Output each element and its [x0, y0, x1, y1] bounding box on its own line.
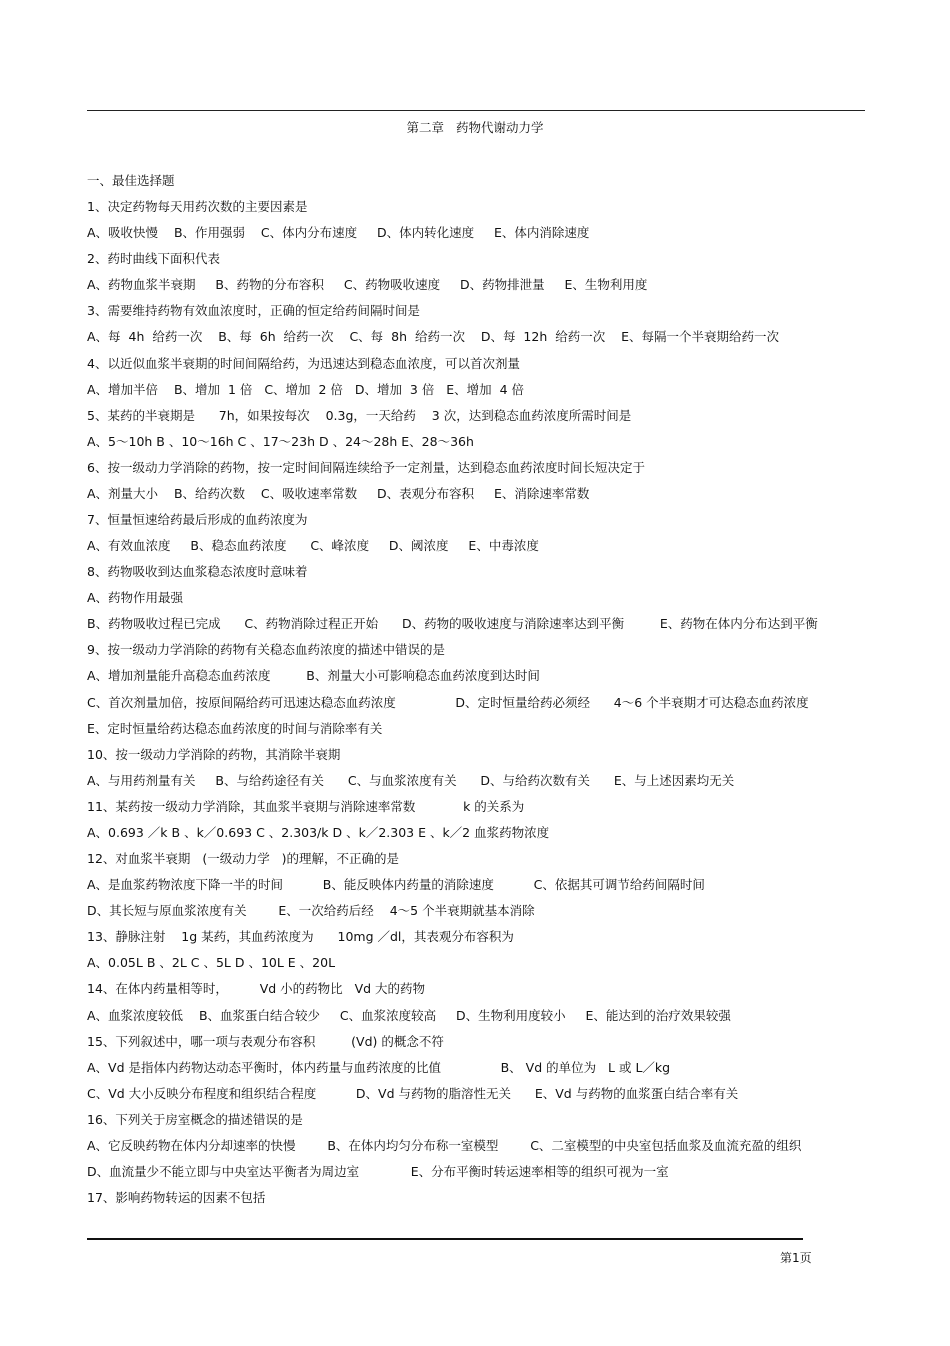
text-line: 12、对血浆半衰期 (一级动力学 )的理解，不正确的是 — [87, 851, 400, 867]
text-line: A、它反映药物在体内分却速率的快慢 B、在体内均匀分布称一室模型 C、二室模型的中央室包括血浆及血流充盈的组织 — [87, 1137, 802, 1153]
text-line: A、与用药剂量有关 B、与给药途径有关 C、与血浆浓度有关 D、与给药次数有关 E、与上述因素均无关 — [87, 772, 735, 788]
text-line: A、每 4h 给药一次 B、每 6h 给药一次 C、每 8h 给药一次 D、每 12h 给药一次 E、每隔一个半衰期给药一次 — [87, 329, 779, 345]
text-line: A、Vd 是指体内药物达动态平衡时，体内药量与血药浓度的比值 B、 Vd 的单位为 L 或 L／kg — [87, 1059, 671, 1075]
text-line: 7、恒量恒速给药最后形成的血药浓度为 — [87, 512, 308, 528]
chapter-title: 第二章 药物代谢动力学 — [406, 120, 544, 135]
text-line: 13、静脉注射 1g 某药，其血药浓度为 10mg ／dl，其表观分布容积为 — [87, 929, 514, 945]
text-line: 15、下列叙述中，哪一项与表观分布容积 (Vd) 的概念不符 — [87, 1033, 444, 1049]
text-line: 10、按一级动力学消除的药物，其消除半衰期 — [87, 746, 341, 762]
text-line: C、Vd 大小反映分布程度和组织结合程度 D、Vd 与药物的脂溶性无关 E、Vd 与药物的血浆蛋白结合率有关 — [87, 1085, 739, 1101]
footer-rule — [87, 1238, 803, 1240]
text-line: C、首次剂量加倍，按原间隔给药可迅速达稳态血药浓度 D、定时恒量给药必须经 4～6 个半衰期才可达稳态血药浓度 — [87, 694, 809, 710]
text-line: 6、按一级动力学消除的药物，按一定时间间隔连续给予一定剂量，达到稳态血药浓度时间长短决定于 — [87, 459, 645, 475]
text-line: 8、药物吸收到达血浆稳态浓度时意味着 — [87, 564, 308, 580]
page-number: 第1页 — [780, 1251, 812, 1265]
text-line: A、增加剂量能升高稳态血药浓度 B、剂量大小可影响稳态血药浓度到达时间 — [87, 668, 540, 684]
text-line: A、0.693 ／k B 、k／0.693 C 、2.303/k D 、k／2.303 E 、k／2 血浆药物浓度 — [87, 824, 550, 840]
text-line: 9、按一级动力学消除的药物有关稳态血药浓度的描述中错误的是 — [87, 642, 445, 658]
text-line: A、剂量大小 B、给药次数 C、吸收速率常数 D、表观分布容积 E、消除速率常数 — [87, 485, 590, 501]
header-rule — [87, 110, 865, 111]
text-line: 5、某药的半衰期是 7h，如果按每次 0.3g，一天给药 3 次，达到稳态血药浓度所需时间是 — [87, 407, 632, 423]
text-line: A、吸收快慢 B、作用强弱 C、体内分布速度 D、体内转化速度 E、体内消除速度 — [87, 225, 590, 241]
text-line: 2、药时曲线下面积代表 — [87, 251, 220, 267]
text-line: A、增加半倍 B、增加 1 倍 C、增加 2 倍 D、增加 3 倍 E、增加 4 倍 — [87, 381, 525, 397]
question-list — [87, 168, 877, 1211]
text-line: A、5～10h B 、10～16h C 、17～23h D 、24～28h E、28～36h — [87, 433, 474, 449]
text-line: 1、决定药物每天用药次数的主要因素是 — [87, 199, 308, 215]
text-line: 3、需要维持药物有效血浓度时，正确的恒定给药间隔时间是 — [87, 303, 420, 319]
text-line: 11、某药按一级动力学消除，其血浆半衰期与消除速率常数 k 的关系为 — [87, 798, 525, 814]
text-line: 16、下列关于房室概念的描述错误的是 — [87, 1111, 303, 1127]
text-line: A、0.05L B 、2L C 、5L D 、10L E 、20L — [87, 955, 336, 971]
text-line: A、有效血浓度 B、稳态血药浓度 C、峰浓度 D、阈浓度 E、中毒浓度 — [87, 538, 539, 554]
text-line: 14、在体内药量相等时， Vd 小的药物比 Vd 大的药物 — [87, 981, 426, 997]
section-heading: 一、最佳选择题 — [87, 173, 175, 188]
text-line: A、是血浆药物浓度下降一半的时间 B、能反映体内药量的消除速度 C、依据其可调节给药间隔时间 — [87, 877, 705, 893]
text-line: D、血流量少不能立即与中央室达平衡者为周边室 E、分布平衡时转运速率相等的组织可视为一室 — [87, 1163, 669, 1179]
text-line: 4、以近似血浆半衰期的时间间隔给药，为迅速达到稳态血浓度，可以首次剂量 — [87, 355, 520, 371]
text-line: D、其长短与原血浆浓度有关 E、一次给药后经 4～5 个半衰期就基本消除 — [87, 903, 535, 919]
text-line: A、药物作用最强 — [87, 590, 184, 606]
text-line: B、药物吸收过程已完成 C、药物消除过程正开始 D、药物的吸收速度与消除速率达到平衡 E、药物在体内分布达到平衡 — [87, 616, 818, 632]
text-line: A、血浆浓度较低 B、血浆蛋白结合较少 C、血浆浓度较高 D、生物利用度较小 E、能达到的治疗效果较强 — [87, 1007, 731, 1023]
text-line: 17、影响药物转运的因素不包括 — [87, 1190, 266, 1206]
text-line: E、定时恒量给药达稳态血药浓度的时间与消除率有关 — [87, 720, 383, 736]
text-line: A、药物血浆半衰期 B、药物的分布容积 C、药物吸收速度 D、药物排泄量 E、生物利用度 — [87, 277, 648, 293]
